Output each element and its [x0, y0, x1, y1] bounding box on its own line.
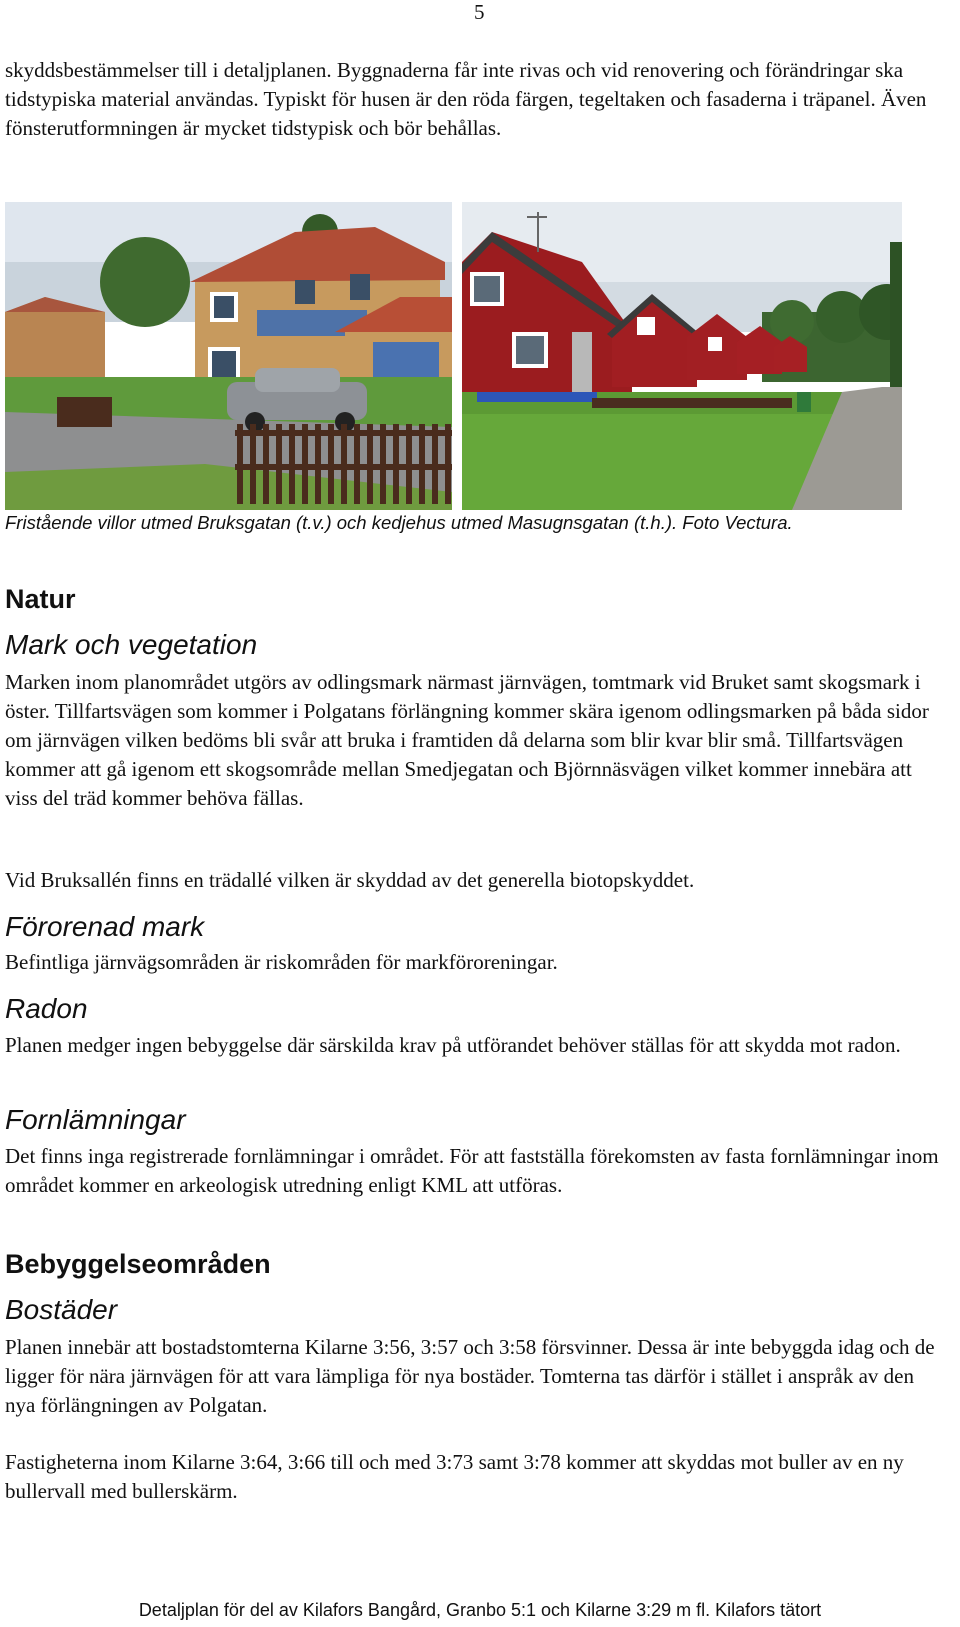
paragraph-fornlamningar: Det finns inga registrerade fornlämningar i området. För att fastställa förekomsten av fasta fornlämningar inom området kommer en arkeologisk utredning enligt KML att utföras. — [5, 1144, 939, 1197]
heading-bebyggelseomraden: Bebyggelseområden — [5, 1249, 271, 1279]
intro-paragraph: skyddsbestämmelser till i detaljplanen. Byggnaderna får inte rivas och vid renovering och förändringar ska tidstypiska material användas. Typiskt för husen är den röda färgen, tegeltaken och fasaderna i träpanel. Även fönsterutformningen är mycket tidstypisk och bör behållas. — [5, 58, 927, 140]
paragraph-fororenad-mark: Befintliga järnvägsområden är riskområden för markföroreningar. — [5, 950, 558, 974]
photo-red-houses — [462, 202, 902, 510]
page-footer: Detaljplan för del av Kilafors Bangård, Granbo 5:1 och Kilarne 3:29 m fl. Kilafors tätort — [138, 1600, 822, 1620]
heading-radon: Radon — [5, 993, 88, 1024]
heading-fornlamningar: Fornlämningar — [5, 1104, 186, 1135]
paragraph-radon: Planen medger ingen bebyggelse där särskilda krav på utförandet behöver ställas för att skydda mot radon. — [5, 1033, 901, 1057]
figure-caption: Fristående villor utmed Bruksgatan (t.v.) och kedjehus utmed Masugnsgatan (t.h.). Foto Vectura. — [5, 512, 793, 533]
page-number: 5 — [474, 0, 485, 24]
paragraph-buller: Fastigheterna inom Kilarne 3:64, 3:66 till och med 3:73 samt 3:78 kommer att skyddas mot buller av en ny bullervall med bullerskärm. — [5, 1450, 904, 1503]
photo-villas — [5, 202, 452, 510]
paragraph-brukasallen: Vid Bruksallén finns en trädallé vilken är skyddad av det generella biotopskyddet. — [5, 868, 695, 892]
heading-mark-och-vegetation: Mark och vegetation — [5, 629, 258, 660]
heading-fororenad-mark: Förorenad mark — [5, 911, 205, 942]
heading-natur: Natur — [5, 584, 76, 614]
heading-bostader: Bostäder — [5, 1294, 118, 1325]
paragraph-mark: Marken inom planområdet utgörs av odlingsmark närmast järnvägen, tomtmark vid Bruket samt skogsmark i öster. Tillfartsvägen som kommer i Polgatans förlängning kommer skära igenom odlingsmarken på båda sidor om järnvägen vilken bedöms bli svår att bruka i framtiden då delarna som blir kvar blir små. Tillfartsvägen kommer att gå igenom ett skogsområde mellan Smedjegatan och Björnnäsvägen vilket kommer innebära att viss del träd kommer behöva fällas. — [5, 670, 929, 810]
paragraph-bostader: Planen innebär att bostadstomterna Kilarne 3:56, 3:57 och 3:58 försvinner. Dessa är inte bebyggda idag och de ligger för nära järnvägen för att vara lämpliga för nya bostäder. Tomterna tas därför i stället i anspråk av den nya förlängningen av Polgatan. — [5, 1335, 935, 1417]
